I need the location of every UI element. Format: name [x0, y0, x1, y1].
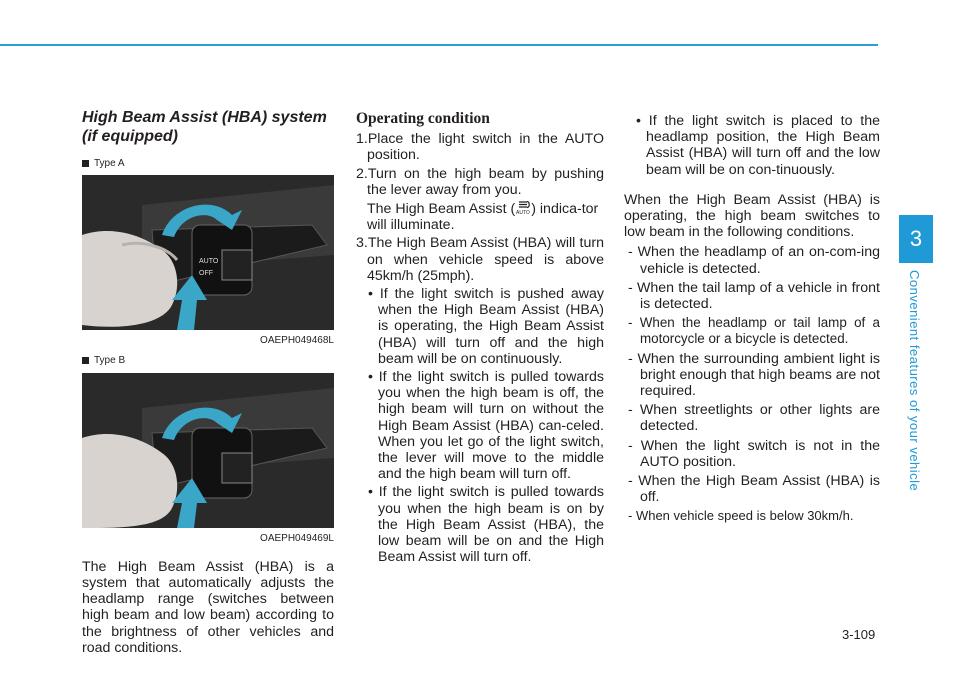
condition-item: - When streetlights or other lights are detected. — [628, 402, 880, 435]
condition-item: - When the High Beam Assist (HBA) is off. — [628, 473, 880, 506]
condition-item: - When the tail lamp of a vehicle in front is detected. — [628, 279, 880, 313]
column-left — [82, 108, 334, 656]
high-beam-assist-icon — [515, 200, 531, 216]
chapter-tab — [899, 215, 933, 263]
note-text-after: ) indica-tor will illuminate. — [367, 201, 599, 234]
bullet-item: • If the light switch is pulled towards you when the high beam is on by the High Beam Assist (HBA), the low beam will be on and the High Beam Assist will turn off. — [368, 484, 604, 566]
figure-code: OAEPH049469L — [260, 532, 334, 544]
bullet-item: • If the light switch is pushed away when the High Beam Assist (HBA) is operating, the High Beam Assist (HBA) will turn off and the high beam will be on continuously. — [368, 286, 604, 367]
operating-condition-heading: Operating condition — [356, 110, 490, 127]
column-right — [624, 113, 880, 528]
section-title — [82, 108, 334, 146]
figure-label-text: Type A — [94, 158, 125, 169]
lever-image-icon — [82, 373, 334, 528]
intro-paragraph: The High Beam Assist (HBA) is a system that automatically adjusts the headlamp range (switches between high beam and low beam) according to the brightness of other vehicles and road conditions. — [82, 558, 334, 656]
step-1: 1.Place the light switch in the AUTO position. — [356, 131, 604, 164]
chapter-title: Convenient features of your vehicle — [907, 270, 922, 492]
chapter-title-vertical — [908, 270, 928, 500]
conditions-intro: When the High Beam Assist (HBA) is operating, the high beam switches to low beam in the following conditions. — [624, 191, 880, 241]
bullet-item: • If the light switch is placed to the headlamp position, the High Beam Assist (HBA) will turn off and the low beam will be on con-tinuously. — [636, 113, 880, 178]
page-number: 3-109 — [842, 627, 876, 642]
step-2-note — [367, 200, 604, 233]
figure-label — [82, 353, 334, 369]
chapter-number: 3 — [909, 226, 923, 251]
lever-image-icon — [82, 175, 334, 330]
lever-auto-label: AUTO — [199, 258, 219, 266]
section-title-line2: (if equipped) — [82, 128, 178, 145]
square-bullet-icon — [82, 160, 89, 167]
figure-label-text: Type B — [94, 355, 126, 367]
condition-item: - When the surrounding ambient light is bright enough that high beams are not required. — [628, 350, 880, 400]
lever-illustration-a — [82, 175, 334, 330]
lever-illustration-b — [82, 373, 334, 528]
condition-item: - When vehicle speed is below 30km/h. — [628, 508, 854, 524]
column-middle — [356, 108, 604, 567]
step-2: 2.Turn on the high beam by pushing the lever away from you. — [356, 165, 604, 198]
header-rule — [0, 44, 878, 46]
step-3: 3.The High Beam Assist (HBA) will turn on when vehicle speed is above 45km/h (25mph). — [356, 235, 604, 284]
lever-off-label: OFF — [199, 270, 213, 278]
bullet-item: • If the light switch is pulled towards you when the high beam is off, the high beam will turn on without the High Beam Assist (HBA) can-celed. When you let go of the light switch, the lever will move to the middle and the high beam will turn off. — [368, 369, 604, 483]
condition-item: - When the light switch is not in the AUTO position. — [628, 437, 880, 470]
condition-item: - When the headlamp of an on-com-ing vehicle is detected. — [628, 244, 880, 277]
section-title-line1: High Beam Assist (HBA) system — [82, 109, 327, 126]
figure-type-b — [82, 353, 334, 546]
condition-item: - When the headlamp or tail lamp of a motorcycle or a bicycle is detected. — [628, 315, 880, 347]
hba-icon-text: AUTO — [516, 210, 531, 217]
figure-label — [82, 156, 334, 172]
square-bullet-icon — [82, 357, 89, 364]
note-text-before: The High Beam Assist ( — [367, 201, 516, 218]
figure-code: OAEPH049468L — [260, 335, 334, 347]
figure-type-a — [82, 156, 334, 349]
